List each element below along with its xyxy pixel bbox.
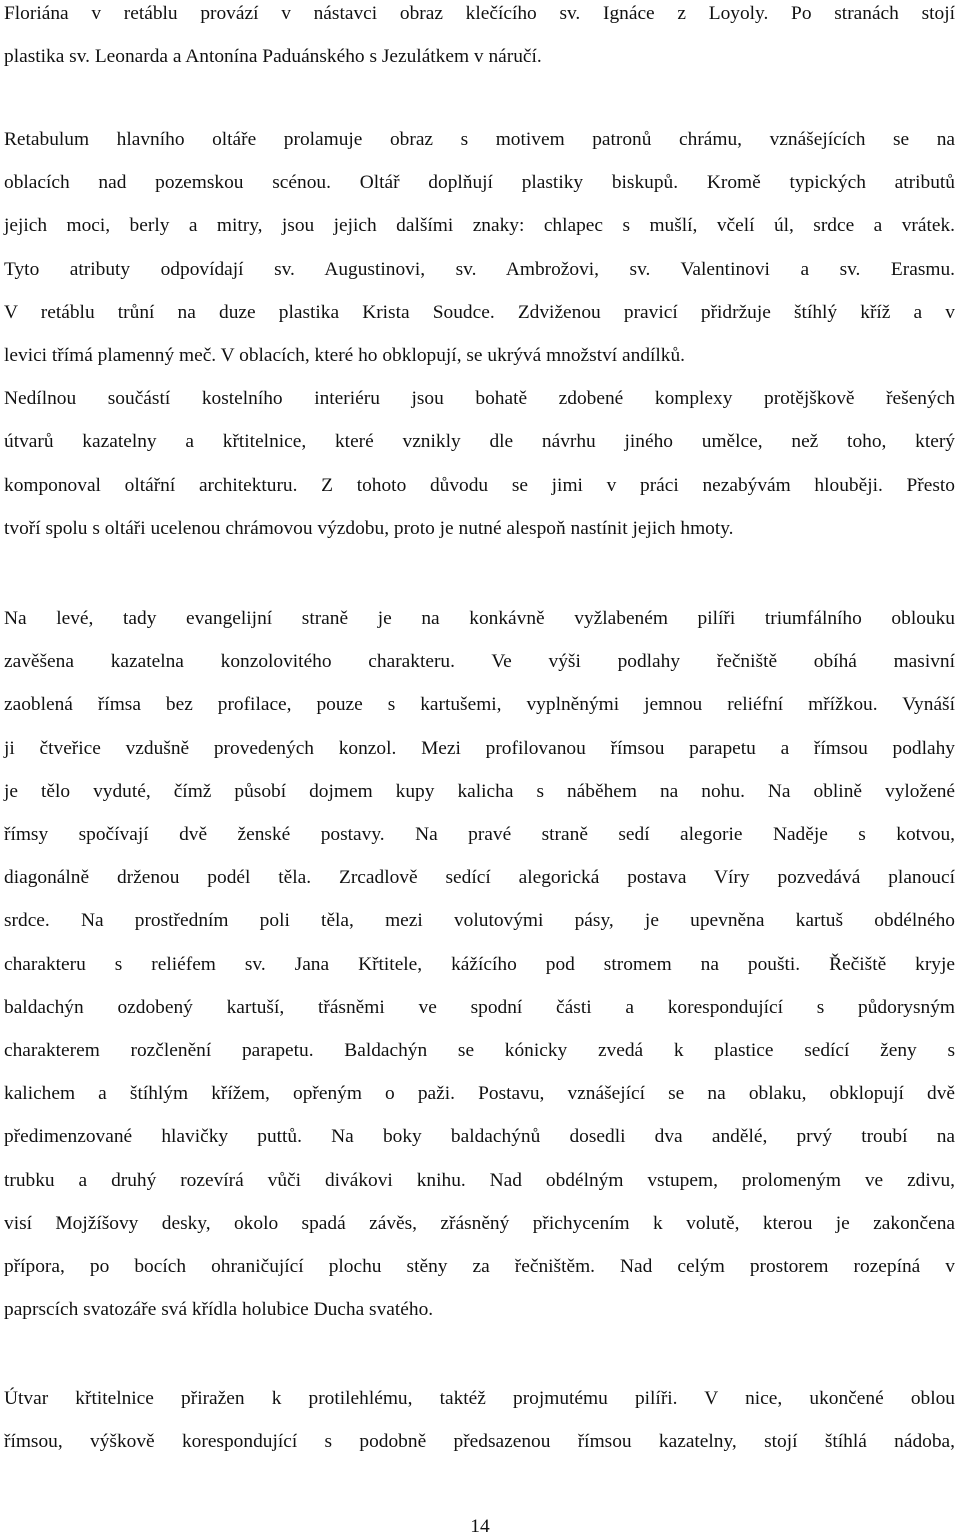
text-line: zaoblená římsa bez profilace, pouze s kartušemi, vyplněnými jemnou reliéfní mřížkou. Vynáší [4,694,955,716]
text-line: předimenzované hlavičky puttů. Na boky baldachýnů dosedli dva andělé, prvý troubí na [4,1126,955,1148]
text-line: V retáblu trůní na duze plastika Krista Soudce. Zdviženou pravicí přidržuje štíhlý kříž a v [4,301,955,323]
text-line: jejich moci, berly a mitry, jsou jejich dalšími znaky: chlapec s mušlí, včelí úl, srdce a vrátek. [4,215,955,237]
text-line: kalichem a štíhlým křížem, opřeným o paži. Postavu, vznášející se na oblaku, obklopují dvě [4,1083,955,1105]
text-line: tvoří spolu s oltáři ucelenou chrámovou výzdobu, proto je nutné alespoň nastínit jejich hmoty. [4,517,734,539]
text-line: plastika sv. Leonarda a Antonína Paduánského s Jezulátkem v náručí. [4,46,542,68]
text-line: diagonálně drženou podél těla. Zrcadlově sedící alegorická postava Víry pozvedává planoucí [4,867,955,889]
text-line: charakteru s reliéfem sv. Jana Křtitele, kážícího pod stromem na poušti. Řečiště kryje [4,953,955,975]
text-line: Na levé, tady evangelijní straně je na konkávně vyžlabeném pilíři triumfálního oblouku [4,608,955,629]
paragraph-4 [4,1377,955,1463]
text-line: Tyto atributy odpovídají sv. Augustinovi, sv. Ambrožovi, sv. Valentinovi a sv. Erasmu. [4,258,955,280]
page-number: 14 [470,1516,490,1537]
text-line: ji čtveřice vzdušně provedených konzol. Mezi profilovanou římsou parapetu a římsou podlahy [4,737,955,759]
text-line: Retabulum hlavního oltáře prolamuje obraz s motivem patronů chrámu, vznášejících se na [4,129,955,150]
text-line: útvarů kazatelny a křtitelnice, které vznikly dle návrhu jiného umělce, než toho, který [4,431,955,453]
text-line: Nedílnou součástí kostelního interiéru jsou bohatě zdobené komplexy protějškově řešených [4,388,955,410]
paragraph-3 [4,597,955,1331]
text-line: charakterem rozčlenění parapetu. Baldachýn se kónicky zvedá k plastice sedící ženy s [4,1040,955,1062]
text-line: paprscích svatozáře svá křídla holubice Ducha svatého. [4,1299,434,1321]
text-line: přípora, po bocích ohraničující plochu stěny za řečništěm. Nad celým prostorem rozepíná v [4,1256,955,1278]
paragraph-2 [4,118,955,550]
text-line: oblacích nad pozemskou scénou. Oltář doplňují plastiky biskupů. Kromě typických atributů [4,172,955,194]
text-line: zavěšena kazatelna konzolovitého charakteru. Ve výši podlahy řečniště obíhá masivní [4,651,955,673]
text-line: římsy spočívají dvě ženské postavy. Na pravé straně sedí alegorie Naděje s kotvou, [4,824,955,846]
text-line: římsou, výškově korespondující s podobně předsazenou římsou kazatelny, stojí štíhlá nádoba, [4,1431,955,1453]
text-line: levici třímá plamenný meč. V oblacích, které ho obklopují, se ukrývá množství andílků. [4,345,686,367]
paragraph-1 [4,0,955,78]
text-line: visí Mojžíšovy desky, okolo spadá závěs, zřásněný přichycením k volutě, kterou je zakončena [4,1212,955,1234]
text-line: Útvar křtitelnice přiražen k protilehlému, taktéž projmutému pilíři. V nice, ukončené oblou [4,1388,955,1409]
text-line: srdce. Na prostředním poli těla, mezi volutovými pásy, je upevněna kartuš obdélného [4,910,955,932]
text-line: je tělo vyduté, čímž působí dojmem kupy kalicha s náběhem na nohu. Na oblině vyložené [4,780,955,802]
text-line: komponoval oltářní architekturu. Z tohoto důvodu se jimi v práci nezabývám hlouběji. Přesto [4,474,955,496]
text-line: baldachýn ozdobený kartuší, třásněmi ve spodní části a korespondující s půdorysným [4,996,955,1018]
text-line: trubku a druhý rozevírá vůči divákovi knihu. Nad obdélným vstupem, prolomeným ve zdivu, [4,1169,955,1191]
text-line: Floriána v retáblu provází v nástavci obraz klečícího sv. Ignáce z Loyoly. Po stranách stojí [4,3,955,24]
